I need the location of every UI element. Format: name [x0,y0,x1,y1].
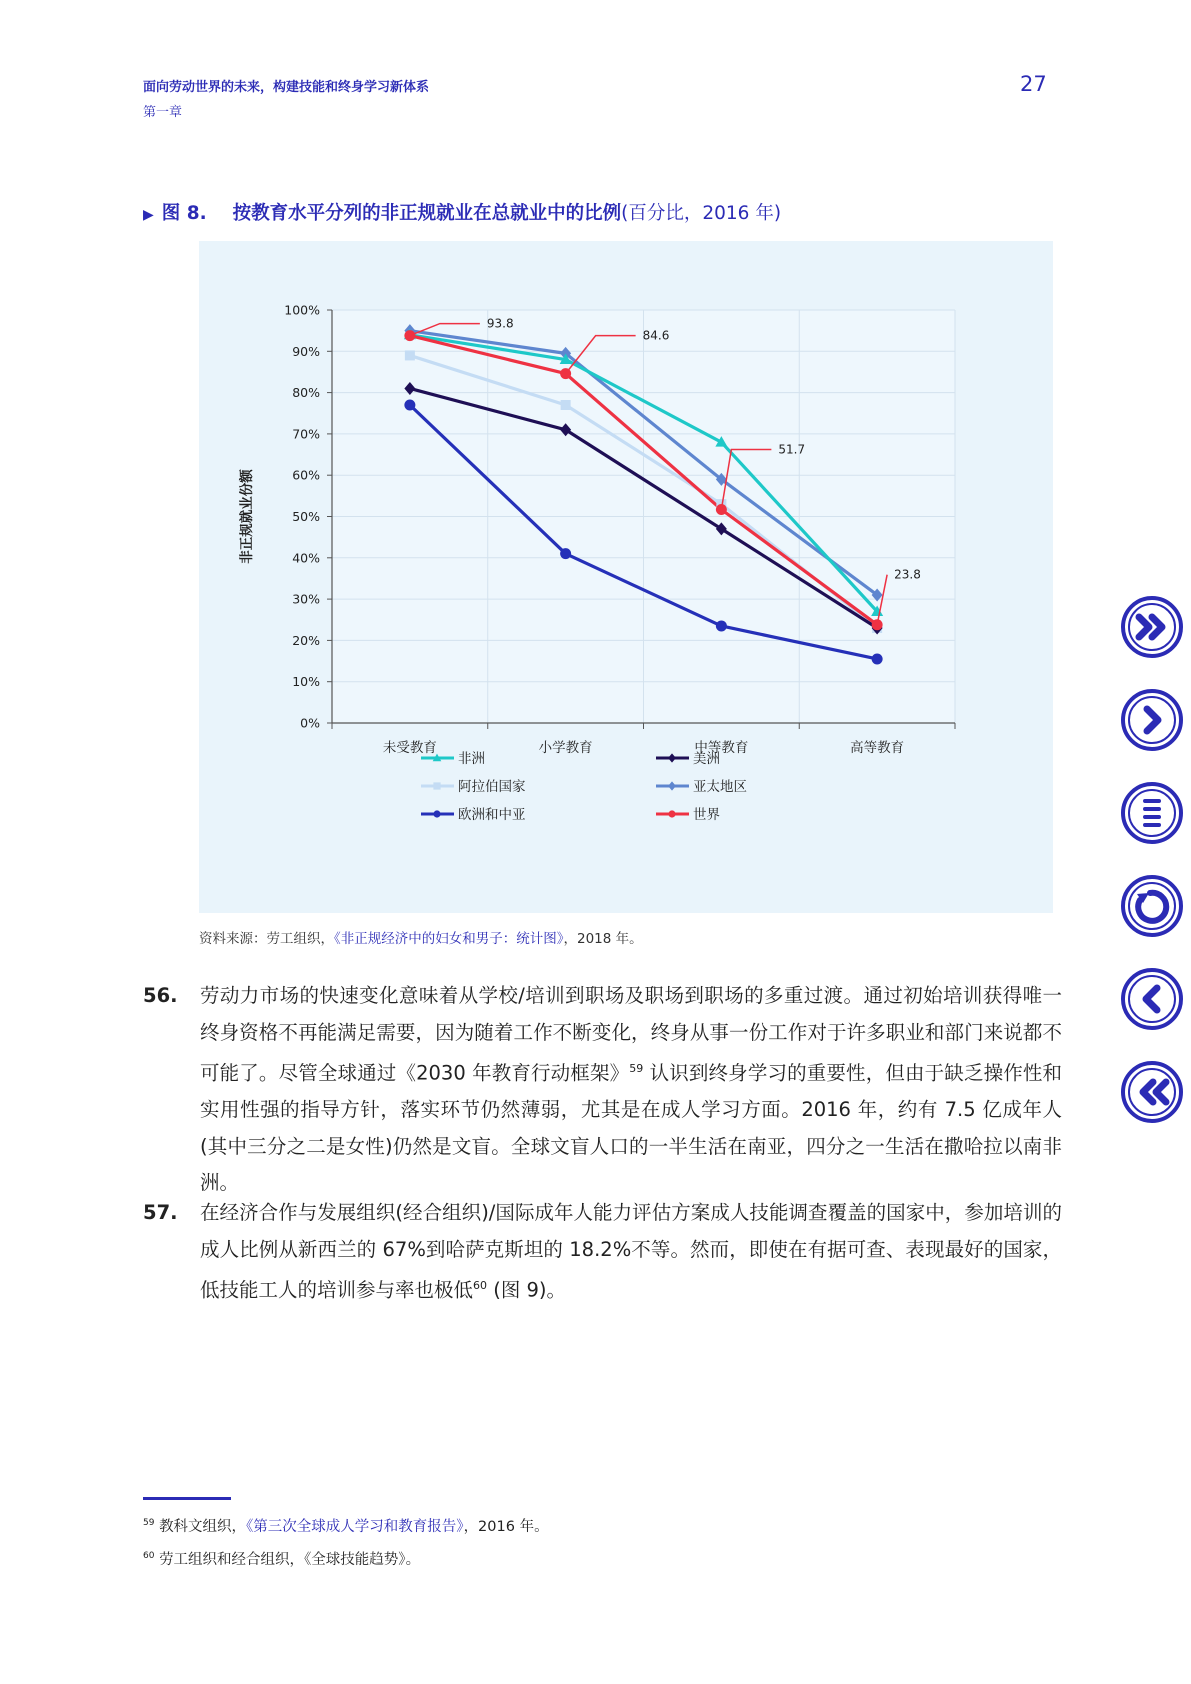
data-label: 93.8 [486,316,514,331]
next-page-button[interactable] [1120,688,1184,752]
paragraph-text-a: 劳动力市场的快速变化意味着从学校/培训到职场及职场到职场的多重过渡。通过初始培训获得唯一终身资格不再能满足需要，因为随着工作不断变化，终身从事一份工作对于许多职业和部门来说都不可能了。尽管全球通过《2030 年教育行动框架》 [200,984,1062,1085]
legend-marker [668,810,675,817]
paragraph-text-b: 认识到终身学习的重要性，但由于缺乏操作性和实用性强的指导方针，落实环节仍然薄弱，尤其是在成人学习方面。2016 年，约有 7.5 亿成年人(其中三分之二是女性)仍然是文盲。全球文盲人口的一半生活在南亚，四分之一生活在撒哈拉以南非洲。 [200,1061,1063,1194]
x-tick-label: 中等教育 [694,740,749,756]
source-link[interactable]: 《非正规经济中的妇女和男子：统计图》 [334,931,564,947]
chart-panel [199,241,1053,913]
legend-label: 非洲 [458,751,485,767]
running-header-title: 面向劳动世界的未来，构建技能和终身学习新体系 [143,80,430,95]
first-page-button[interactable] [1120,595,1184,659]
footnote-59 [143,1515,549,1536]
footnote-ref[interactable]: 59 [629,1062,644,1075]
y-tick-label: 30% [292,591,320,607]
x-tick-label: 高等教育 [850,740,905,756]
legend-label: 欧洲和中亚 [458,807,526,823]
contents-button[interactable] [1120,781,1184,845]
footnote-prefix: 教科文组织， [159,1519,247,1535]
y-tick-label: 90% [292,343,320,359]
paragraph-text-b: (图 9)。 [487,1278,567,1302]
figure-title-main: 按教育水平分列的非正规就业在总就业中的比例 [232,203,622,224]
back-button[interactable] [1120,874,1184,938]
data-label: 84.6 [642,328,670,343]
figure-marker-icon: ▶ [143,207,154,223]
paragraph-text-a: 在经济合作与发展组织(经合组织)/国际成年人能力评估方案成人技能调查覆盖的国家中，参加培训的成人比例从新西兰的 67%到哈萨克斯坦的 18.2%不等。然而，即使在有据可查、表现最好的国家，低技能工人的培训参与率也极低 [200,1201,1062,1302]
y-tick-label: 50% [292,509,320,524]
data-point-阿拉伯国家 [405,350,415,360]
y-tick-label: 10% [292,674,320,690]
data-point-欧洲和中亚 [560,548,571,559]
data-point-欧洲和中亚 [716,620,727,631]
footnote-number: 59 [143,1518,155,1529]
footnote-prefix: 劳工组织和经合组织， [159,1552,305,1568]
previous-page-button[interactable] [1120,967,1184,1031]
y-tick-label: 0% [300,715,320,731]
legend-label: 美洲 [693,751,720,767]
data-label: 23.8 [894,567,921,582]
y-tick-label: 40% [292,550,320,566]
source-prefix: 资料来源：劳工组织， [199,931,334,947]
data-point-阿拉伯国家 [561,400,571,410]
y-axis-title: 非正规就业份额 [239,469,255,564]
data-point-欧洲和中亚 [872,653,883,664]
legend-label: 亚太地区 [693,779,747,795]
figure-number: 图 8. [161,203,207,224]
legend-label: 世界 [693,807,720,823]
x-tick-label: 小学教育 [538,740,593,756]
legend-marker [668,781,676,790]
legend-label: 阿拉伯国家 [458,779,526,795]
paragraph-text [200,978,1062,1202]
footnote-link[interactable]: 《第三次全球成人学习和教育报告》 [246,1519,464,1535]
footnote-suffix: 。 [405,1552,421,1568]
x-tick-label: 未受教育 [382,740,437,756]
data-point-世界 [404,330,415,341]
footnote-number: 60 [143,1551,155,1562]
footnote-60 [143,1548,420,1569]
paragraph-text [200,1195,1062,1309]
running-header-chapter: 第一章 [143,105,183,120]
y-tick-label: 70% [292,426,320,442]
y-tick-label: 80% [292,385,320,401]
footnote-suffix: ，2016 年。 [463,1519,549,1535]
y-tick-label: 60% [292,467,320,483]
figure-title-units: (百分比，2016 年) [621,203,782,224]
legend-marker [433,782,440,789]
footnote-ref[interactable]: 60 [473,1279,488,1292]
y-tick-label: 20% [292,632,320,648]
data-label: 51.7 [778,442,806,457]
paragraph-number: 57. [143,1201,178,1224]
data-point-欧洲和中亚 [404,399,415,410]
last-page-button[interactable] [1120,1060,1184,1124]
source-suffix: ，2018 年。 [563,931,643,947]
footnote-divider [143,1497,231,1500]
page-number: 27 [1020,72,1047,96]
figure-title [143,199,781,225]
legend-marker [668,753,676,762]
y-tick-label: 100% [284,302,320,318]
paragraph-number: 56. [143,984,178,1007]
chart-source [199,927,643,947]
line-chart [199,241,1053,913]
footnote-title: 《全球技能趋势》 [304,1552,406,1568]
legend-marker [433,810,440,817]
